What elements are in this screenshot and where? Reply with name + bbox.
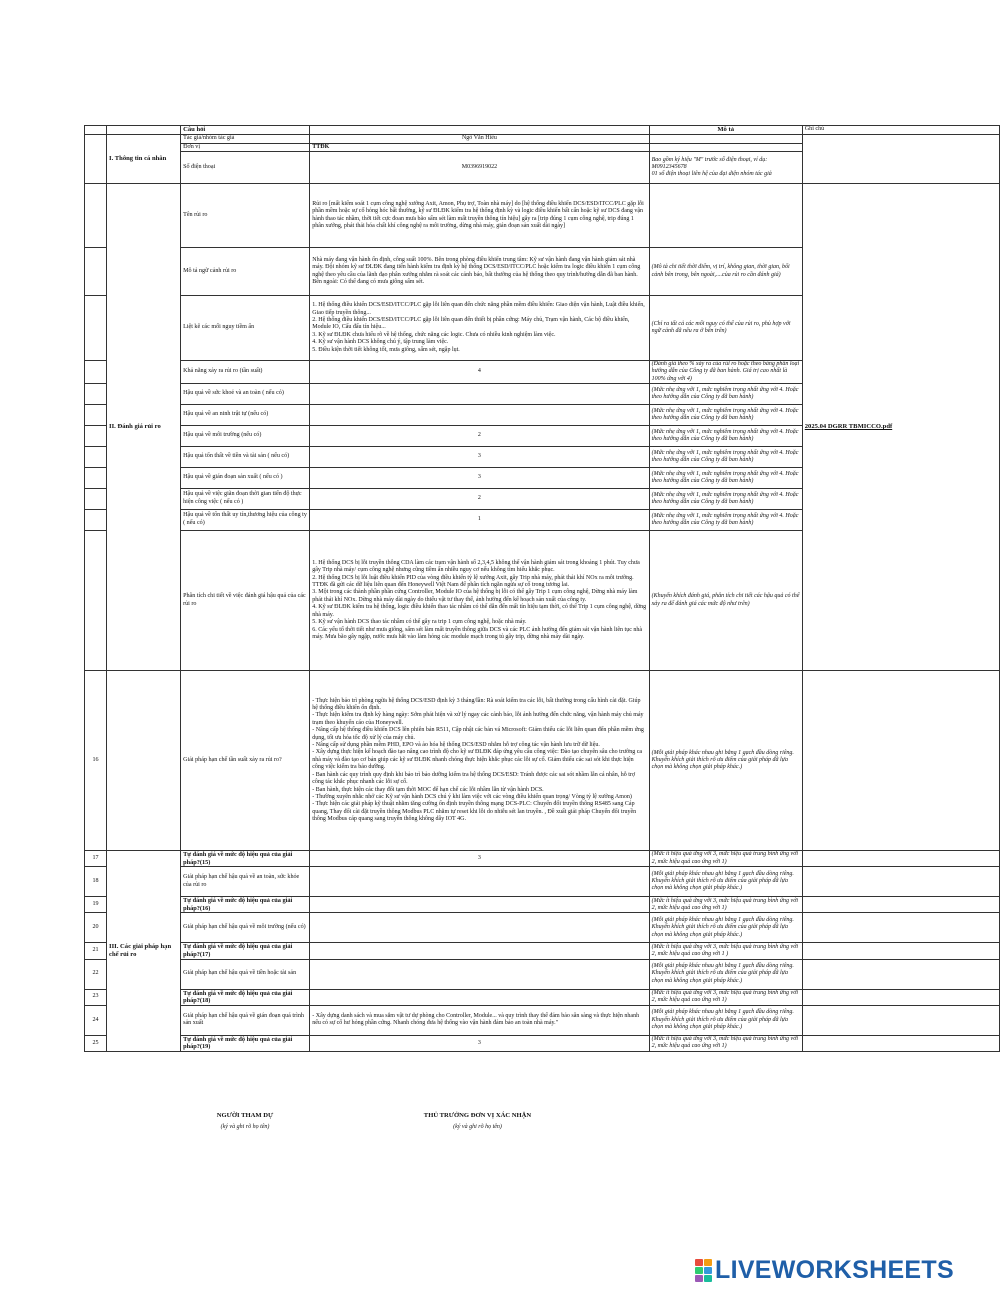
risk-question-label: Hậu quả về sức khoẻ và an toàn ( nếu có) xyxy=(181,384,310,405)
solution-question-label: Tự đánh giá về mức độ hiệu quả của giải pháp?(19) xyxy=(181,1035,310,1051)
logo-tile xyxy=(704,1267,712,1274)
row-number xyxy=(85,405,107,426)
risk-row xyxy=(85,184,1000,248)
row-number xyxy=(85,361,107,384)
liveworksheets-wordmark: LIVEWORKSHEETS xyxy=(715,1255,954,1284)
risk-description: (Mức nhẹ ứng với 1, mức nghiêm trọng nhất ứng với 4. Hoặc theo hướng dẫn của Công ty đã ban hành) xyxy=(649,468,802,489)
risk-description: (Đánh giá theo % xảy ra của rủi ro hoặc theo bảng phân loại hướng dẫn của Công ty đã ban hành. Giá trị cao nhất là 100% ứng với 4) xyxy=(649,361,802,384)
risk-description: (Mức nhẹ ứng với 1, mức nghiêm trọng nhất ứng với 4. Hoặc theo hướng dẫn của Công ty đã ban hành) xyxy=(649,384,802,405)
solution-answer[interactable]: 3 xyxy=(310,1035,649,1051)
risk-answer[interactable]: 1 xyxy=(310,510,649,531)
solution-question-label: Giải pháp hạn chế hậu quả về gián đoạn quá trình sản xuất xyxy=(181,1005,310,1035)
row-number xyxy=(85,426,107,447)
row-number xyxy=(85,384,107,405)
risk-description: (Mức nhẹ ứng với 1, mức nghiêm trọng nhất ứng với 4. Hoặc theo hướng dẫn của Công ty đã ban hành) xyxy=(649,447,802,468)
risk-description: (Chỉ ra tất cả các mối nguy có thể của rủi ro, phù hợp với ngữ cảnh đã nêu ra ở bên trên) xyxy=(649,296,802,361)
solution-question-label: Tự đánh giá về mức độ hiệu quả của giải pháp?(17) xyxy=(181,943,310,959)
solution-row xyxy=(85,1035,1000,1051)
solution-question-label: Tự đánh giá về mức độ hiệu quả của giải pháp?(16) xyxy=(181,897,310,913)
logo-tile xyxy=(695,1259,703,1266)
solution-answer[interactable]: 3 xyxy=(310,851,649,867)
phone-value[interactable]: M0396919022 xyxy=(310,152,649,184)
note-cell xyxy=(802,1035,999,1051)
risk-description: (Mức nhẹ ứng với 1, mức nghiêm trọng nhất ứng với 4. Hoặc theo hướng dẫn của Công ty đã ban hành) xyxy=(649,489,802,510)
solution-description: (Mức ít hiệu quả ứng với 3, mức hiệu quả trung bình ứng với 2, mức hiệu quả cao ứng với 1) xyxy=(649,897,802,913)
row-number xyxy=(85,447,107,468)
risk-answer[interactable]: 1. Hệ thống điều khiển DCS/ESD/ITCC/PLC gặp lỗi liên quan đến chức năng phần mềm điều khiển: Giao diện vận hành, Luật điều khiển, Giao tiếp truyền thông... 2. Hệ thống điều khiển DCS/ESD/ITCC/PLC gặp lỗi liên quan đến thiết bị phần cứng: Máy chủ, Trạm vận hành, Các bộ điều khiển, Module IO, Cấu đấu tín hiệu... 3. Kỹ sư ĐLĐK chưa hiểu rõ về hệ thống, chức năng các logic. Chưa có nhiều kinh nghiệm làm việc. 4. Kỹ sư vận hành DCS không chú ý, tập trung làm việc. 5. Điều kiện thời tiết không tốt, mưa giông, sấm sét, ngập lụt. xyxy=(310,296,649,361)
signature-head-title: THỦ TRƯỞNG ĐƠN VỊ XÁC NHẬN xyxy=(423,1112,532,1119)
note-cell xyxy=(802,135,999,184)
row-number xyxy=(85,531,107,671)
solution-description: (Mức ít hiệu quả ứng với 3, mức hiệu quả trung bình ứng với 2, mức hiệu quả cao ứng với 1) xyxy=(649,989,802,1005)
solution-description: (Mỗi giải pháp khác nhau ghi bằng 1 gạch đầu dòng riêng. Khuyến khích giải thích rõ ưu điểm của giải pháp đã lựa chọn mà không chọn giải pháp khác.) xyxy=(649,1005,802,1035)
row-number: 23 xyxy=(85,989,107,1005)
risk-question-label: Hậu quả về gián đoạn sản xuất ( nếu có ) xyxy=(181,468,310,489)
solution-answer[interactable] xyxy=(310,897,649,913)
signature-participant-title: NGƯỜI THAM DỰ xyxy=(216,1112,274,1119)
answer-header-cell xyxy=(310,126,649,135)
solution-row xyxy=(85,913,1000,943)
risk-description: (Mức nhẹ ứng với 1, mức nghiêm trọng nhất ứng với 4. Hoặc theo hướng dẫn của Công ty đã ban hành) xyxy=(649,426,802,447)
question-header: Câu hỏi xyxy=(181,126,310,135)
risk-question-label: Liệt kê các mối nguy tiềm ẩn xyxy=(181,296,310,361)
row-number xyxy=(85,184,107,248)
solution-answer[interactable]: - Xây dựng danh sách và mua sắm vật tư dự phòng cho Controller, Module... và quy trình thay thế đảm bảo sẵn sàng và thực hiện nhanh nếu có sự cố hư hỏng phần cứng. Nhanh chóng đưa hệ thống vào vận hành đảm bảo an toàn nhà máy." xyxy=(310,1005,649,1035)
solution-description: (Mức ít hiệu quả ứng với 3, mức hiệu quả trung bình ứng với 2, mức hiệu quả cao ứng với 1) xyxy=(649,1035,802,1051)
note-cell xyxy=(802,989,999,1005)
solution-row xyxy=(85,943,1000,959)
solution-question-label: Tự đánh giá về mức độ hiệu quả của giải pháp?(15) xyxy=(181,851,310,867)
solution-question-label: Tự đánh giá về mức độ hiệu quả của giải pháp?(18) xyxy=(181,989,310,1005)
row-number xyxy=(85,248,107,296)
phone-description: Bao gồm ký hiệu "M" trước số điện thoại, ví dụ: M0912345678 01 số điện thoại liên hệ của đại diện nhóm tác giả xyxy=(649,152,802,184)
solution-answer[interactable] xyxy=(310,989,649,1005)
note-cell xyxy=(802,867,999,897)
signature-head-sub: (ký và ghi rõ họ tên) xyxy=(453,1124,502,1130)
attachment-link[interactable]: 2025.04 DGRR TBMICCO.pdf xyxy=(802,184,999,671)
logo-tile xyxy=(695,1267,703,1274)
section-header-cell xyxy=(107,126,181,135)
row-number: 22 xyxy=(85,959,107,989)
risk-question-label: Khả năng xảy ra rủi ro (tần suất) xyxy=(181,361,310,384)
note-cell xyxy=(802,913,999,943)
solution-description: (Mỗi giải pháp khác nhau ghi bằng 1 gạch đầu dòng riêng. Khuyến khích giải thích rõ ưu điểm của giải pháp đã lựa chọn mà không chọn giải pháp khác.) xyxy=(649,959,802,989)
solution-question-label: Giải pháp hạn chế hậu quả về an toàn, sức khỏe của rủi ro xyxy=(181,867,310,897)
solution-description: (Mỗi giải pháp khác nhau ghi bằng 1 gạch đầu dòng riêng. Khuyến khích giải thích rõ ưu điểm của giải pháp đã lựa chọn mà không chọn giải pháp khác.) xyxy=(649,913,802,943)
solution-row xyxy=(85,989,1000,1005)
note-cell xyxy=(802,671,999,851)
signature-participant-sub: (ký và ghi rõ họ tên) xyxy=(220,1124,270,1130)
section2-title: II. Đánh giá rủi ro xyxy=(107,184,181,671)
risk-answer[interactable]: 3 xyxy=(310,468,649,489)
note-cell xyxy=(802,943,999,959)
row-number: 21 xyxy=(85,943,107,959)
risk-answer[interactable]: 2 xyxy=(310,426,649,447)
solution-answer[interactable] xyxy=(310,913,649,943)
row-number: 19 xyxy=(85,897,107,913)
solution-row xyxy=(85,851,1000,867)
unit-desc xyxy=(649,143,802,152)
section3-title: III. Các giải pháp hạn chế rủi ro xyxy=(107,851,181,1052)
note-cell xyxy=(802,897,999,913)
risk-answer[interactable]: Rủi ro [mất kiểm soát 1 cụm công nghệ xưởng Axit, Amon, Phụ trợ, Toàn nhà máy] do [hệ thống điều khiển DCS/ESD/ITCC/PLC gặp lỗi phần mềm hoặc sự cố hỏng hóc bất thường, kỹ sư ĐLĐK kiểm tra hệ thống định kỳ và logic điều khiển bất cẩn hoặc kỹ sư DCS đang vận hành thao tác nhầm, thời tiết cực đoan mưa bão sấm sét làm mất truyền thông tín hiệu] gây ra [trip đúng 1 cụm công nghệ, trip đúng 1 phân xưởng, phát thải hóa chất khí công nghệ ra môi trường, dừng nhà máy, gián đoạn sản xuất dài ngày] xyxy=(310,184,649,248)
solution-description: (Mỗi giải pháp khác nhau ghi bằng 1 gạch đầu dòng riêng. Khuyến khích giải thích rõ ưu điểm của giải pháp đã lựa chọn mà không chọn giải pháp khác.) xyxy=(649,671,802,851)
author-value[interactable]: Ngô Văn Hiếu xyxy=(310,135,649,144)
solution-description: (Mức ít hiệu quả ứng với 3, mức hiệu quả trung bình ứng với 2, mức hiệu quả cao ứng với 1) xyxy=(649,851,802,867)
risk-answer[interactable]: 4 xyxy=(310,361,649,384)
logo-tile xyxy=(704,1259,712,1266)
corner-cell xyxy=(85,126,107,135)
risk-question-label: Tên rủi ro xyxy=(181,184,310,248)
logo-tile xyxy=(695,1275,703,1282)
risk-question-label: Hậu quả về việc giãn đoạn thời gian tiến độ thực hiện công việc ( nếu có ) xyxy=(181,489,310,510)
risk-question-label: Hậu quả về môi trường (nếu có) xyxy=(181,426,310,447)
solution-question-label: Giải pháp hạn chế hậu quả về môi trường (nếu có) xyxy=(181,913,310,943)
risk-description xyxy=(649,184,802,248)
row-number xyxy=(85,489,107,510)
signature-head xyxy=(400,1112,555,1130)
note-cell xyxy=(802,851,999,867)
solution-answer[interactable] xyxy=(310,867,649,897)
risk-description: (Khuyến khích đánh giá, phân tích chi tiết các hậu quả có thể xảy ra để đánh giá các mức độ như trên) xyxy=(649,531,802,671)
description-header: Mô tả xyxy=(649,126,802,135)
risk-question-label: Hậu quả về tổn thất uy tín,thương hiệu của công ty ( nếu có) xyxy=(181,510,310,531)
risk-question-label: Mô tả ngữ cảnh rủi ro xyxy=(181,248,310,296)
solution-row xyxy=(85,671,1000,851)
note-header: Ghi chú xyxy=(802,126,999,135)
risk-answer[interactable]: 2 xyxy=(310,489,649,510)
solution-question-label: Giải pháp hạn chế hậu quả về tiền hoặc tài sản xyxy=(181,959,310,989)
risk-question-label: Hậu quả tổn thất về tiền và tài sản ( nếu có) xyxy=(181,447,310,468)
phone-label: Số điện thoại xyxy=(181,152,310,184)
solution-row xyxy=(85,897,1000,913)
unit-label: Đơn vị xyxy=(181,143,310,152)
author-desc xyxy=(649,135,802,144)
section1-title: I. Thông tin cá nhân xyxy=(107,135,181,184)
risk-answer[interactable]: Nhà máy đang vận hành ổn định, công suất 100%. Bên trong phòng điều khiển trung tâm: Kỹ sư vận hành đang vận hành giám sát nhà máy. Đội nhóm kỹ sư ĐLĐK đang tiến hành kiểm tra định kỳ hệ thống DCS/ESD/ITCC/PLC hoặc kiểm tra logic điều khiển 1 cụm công nghệ theo yêu cầu của lãnh đạo phân xưởng nhằm rà soát các cảnh báo, bất thường của hệ thống theo quy trình/hướng dẫn đã ban hành. Bên ngoài: Có thể đang có mưa giông sấm sét. xyxy=(310,248,649,296)
risk-description: (Mô tả chi tiết thời điểm, vị trí, không gian, thời gian, bối cảnh bên trong, bên ngoài,....của rủi ro cần đánh giá) xyxy=(649,248,802,296)
row-number: 25 xyxy=(85,1035,107,1051)
liveworksheets-logo xyxy=(695,1255,954,1285)
risk-description: (Mức nhẹ ứng với 1, mức nghiêm trọng nhất ứng với 4. Hoặc theo hướng dẫn của Công ty đã ban hành) xyxy=(649,405,802,426)
risk-answer[interactable]: 1. Hệ thống DCS bị lỗi truyền thông CDA làm các trạm vận hành số 2,3,4,5 không thể vận hành giám sát trong khoảng 1 phút. Tuy chưa gây Trip nhà máy/ cụm công nghệ nhưng cũng tiềm ẩn nhiều nguy cơ nếu không tìm hiểu khắc phục. 2. Hệ thống DCS bị lỗi luật điều khiển PID của vòng điều khiển tỷ lệ xưởng Axit, gây Trip nhà máy, phát thải khí NOx ra môi trường. TTĐK đã gửi các dữ liệu liên quan đến Honeywell Việt Nam để phân tích ngăn ngừa sự cố trong tương lai. 3. Một trong các thành phần phần cứng Controller, Module IO của hệ thống bị lỗi có thể gây Trip 1 cụm công nghệ, Dừng nhà máy làm phát thải khí NOx. Dừng nhà máy dài ngày do thiếu vật tư thay thế, ảnh hưởng đến kế hoạch sản xuất của công ty. 4. Kỹ sư ĐLĐK kiểm tra hệ thống, logic điều khiển thao tác nhầm có thể dẫn đến mất tín hiệu tạm thời, có thể Trip 1 cụm công nghệ, dừng nhà máy. 5. Kỹ sư vận hành DCS thao tác nhầm có thể gây ra trip 1 cụm công nghệ, hoặc nhà máy. 6. Các yếu tố thời tiết như mưa giông, sấm sét làm mất truyền thông giữa DCS và các PLC ảnh hưởng đến giám sát vận hành liên tục nhà máy. Mưa bão gây ngập, nước mưa hắt vào làm hỏng các module mạch trong tủ gây trip, dừng nhà máy dài ngày. xyxy=(310,531,649,671)
row-number xyxy=(85,468,107,489)
row-number xyxy=(85,135,107,184)
risk-description: (Mức nhẹ ứng với 1, mức nghiêm trọng nhất ứng với 4. Hoặc theo hướng dẫn của Công ty đã ban hành) xyxy=(649,510,802,531)
risk-answer[interactable]: 3 xyxy=(310,447,649,468)
solution-row xyxy=(85,867,1000,897)
risk-answer[interactable] xyxy=(310,384,649,405)
solution-answer[interactable] xyxy=(310,943,649,959)
solution-row xyxy=(85,1005,1000,1035)
section3-blank xyxy=(107,671,181,851)
logo-tile xyxy=(704,1275,712,1282)
risk-question-label: Phân tích chi tiết về việc đánh giá hậu quả của các rủi ro xyxy=(181,531,310,671)
solution-description: (Mỗi giải pháp khác nhau ghi bằng 1 gạch đầu dòng riêng. Khuyến khích giải thích rõ ưu điểm của giải pháp đã lựa chọn mà không chọn giải pháp khác.) xyxy=(649,867,802,897)
row-number: 16 xyxy=(85,671,107,851)
note-cell xyxy=(802,1005,999,1035)
row-number: 20 xyxy=(85,913,107,943)
liveworksheets-icon xyxy=(695,1259,712,1282)
risk-assessment-form xyxy=(84,125,1000,1052)
form-table xyxy=(84,125,1000,1052)
solution-description: (Mức ít hiệu quả ứng với 3, mức hiệu quả trung bình ứng với 2, mức hiệu quả cao ứng với 1 ) xyxy=(649,943,802,959)
author-label: Tác giả/nhóm tác giả xyxy=(181,135,310,144)
risk-question-label: Hậu quả về an ninh trật tự (nếu có) xyxy=(181,405,310,426)
row-number: 18 xyxy=(85,867,107,897)
row-number xyxy=(85,296,107,361)
row-number: 17 xyxy=(85,851,107,867)
solution-answer[interactable]: - Thực hiện bảo trì phòng ngừa hệ thống DCS/ESD định kỳ 3 tháng/lần: Rà soát kiểm tra các lỗi, bất thường trong cấu hình cài đặt. Giúp hệ thống điều khiển ổn định. - Thực hiện kiểm tra định kỳ hàng ngày: Sớm phát hiện và xử lý ngay các cảnh báo, lỗi ảnh hưởng đến chức năng, vận hành máy chủ máy trạm theo khuyến cáo của Honeywell. - Nâng cấp hệ thống điều khiển DCS lên phiên bản R511, Cập nhật các bản vá Microsoft: Giảm thiểu các lỗi liên quan đến phần mềm ứng dụng, tối ưu hóa tốc độ xử lý của máy chủ. - Nâng cấp sử dụng phần mềm PHD, EPO và ảo hóa hệ thống DCS/ESD nhằm hỗ trợ công tác vận hành lưu trữ dữ liệu. - Xây dựng thực hiện kế hoạch đào tạo nâng cao trình độ cho kỹ sư ĐLĐK đáp ứng yêu cầu công việc: Đào tạo chuyên sâu cho trường ca nhà máy và đào tạo cơ bản giúp các kỹ sư ĐLĐK nhanh chóng thực hiện khắc phục các lỗi sự cố. Giảm thiểu các sai sót khi thực hiện công việc kiểm tra bảo dưỡng. - Ban hành các quy trình quy định khi bảo trì bảo dưỡng kiểm tra hệ thống DCS/ESD: Tránh được các sai sót nhầm lẫn cá nhân, hỗ trợ công tác khắc phục nhanh các lỗi sự cố. - Ban hành, thực hiện các thay đổi tạm thời MOC để hạn chế các lỗi nhầm lẫn từ vận hành DCS. - Thường xuyên nhắc nhở các Kỹ sư vận hành DCS chú ý khi làm việc với các vòng điều khiển quan trọng/ Vòng tỷ lệ xưởng Amon) - Thực hiện các giải pháp kỹ thuật nhằm tăng cường ổn định truyền thông mạng DCS-PLC: Chuyển đổi truyền thông RS485 sang Cáp quang, Thay đổi cài đặt truyền thông Modbus PLC nhằm tự reset khi lỗi do nhiễu sét lan truyền. , Đề xuất giải pháp Chuyển đổi truyền thông Modbus cáp quang sang truyền thông không dây IOT 4G. xyxy=(310,671,649,851)
note-cell xyxy=(802,959,999,989)
risk-answer[interactable] xyxy=(310,405,649,426)
unit-value[interactable]: TTĐK xyxy=(310,143,649,152)
header-row xyxy=(85,126,1000,135)
solution-row xyxy=(85,959,1000,989)
row-number: 24 xyxy=(85,1005,107,1035)
author-row xyxy=(85,135,1000,144)
signature-participant xyxy=(190,1112,300,1130)
solution-answer[interactable] xyxy=(310,959,649,989)
solution-question-label: Giải pháp hạn chế tần suất xảy ra rủi ro? xyxy=(181,671,310,851)
row-number xyxy=(85,510,107,531)
